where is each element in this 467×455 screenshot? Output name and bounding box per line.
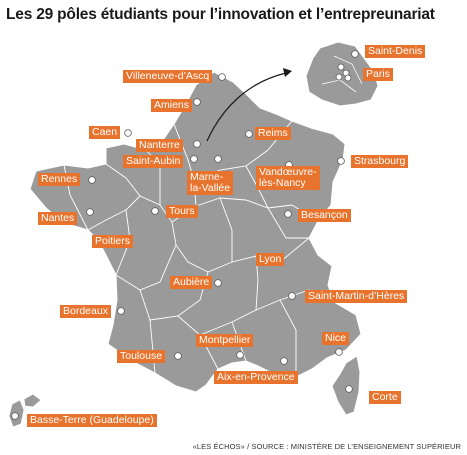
dot-saint-aubin <box>191 156 198 163</box>
dot-paris-1 <box>338 64 344 70</box>
dot-amiens <box>194 99 201 106</box>
dot-saint-martin-dheres <box>289 293 296 300</box>
dot-tours <box>152 208 159 215</box>
dot-corte <box>346 386 353 393</box>
dot-paris-3 <box>336 74 342 80</box>
label-saint-denis: Saint-Denis <box>365 45 425 58</box>
label-marne-la-vallee <box>187 171 233 195</box>
label-tours: Tours <box>166 205 198 218</box>
dot-saint-denis <box>352 51 359 58</box>
label-aubiere: Aubière <box>170 276 212 289</box>
dot-nanterre <box>194 141 201 148</box>
dot-basse-terre <box>12 413 19 420</box>
dot-nantes <box>87 209 94 216</box>
dot-toulouse <box>175 353 182 360</box>
dot-strasbourg <box>338 158 345 165</box>
dot-besancon <box>285 211 292 218</box>
label-besancon: Besançon <box>298 209 351 222</box>
label-nanterre: Nanterre <box>136 139 183 152</box>
label-nice: Nice <box>322 332 349 345</box>
map-title: Les 29 pôles étudiants pour l’innovation et l’entrepreunariat <box>6 6 435 23</box>
label-basse-terre: Basse-Terre (Guadeloupe) <box>27 414 157 427</box>
label-marne-line1: Marne- <box>190 171 224 183</box>
dot-villeneuve-dascq <box>219 74 226 81</box>
dot-paris-4 <box>345 75 351 81</box>
dot-aix-en-provence <box>281 358 288 365</box>
source-note: «LES ÉCHOS» / SOURCE : MINISTÈRE DE L’ENSEIGNEMENT SUPÉRIEUR <box>192 442 461 451</box>
label-rennes: Rennes <box>38 173 80 186</box>
label-saint-martin-dheres: Saint-Martin-d’Hères <box>305 290 407 303</box>
label-paris: Paris <box>363 68 393 81</box>
label-bordeaux: Bordeaux <box>60 305 111 318</box>
dot-aubiere <box>215 280 222 287</box>
label-aix-en-provence: Aix-en-Provence <box>214 371 298 384</box>
label-vandoeuvre-line1: Vandœuvre- <box>259 166 317 178</box>
inset-arrow-head <box>283 68 292 77</box>
label-lyon: Lyon <box>256 253 284 266</box>
label-strasbourg: Strasbourg <box>351 155 408 168</box>
dot-bordeaux <box>118 308 125 315</box>
dot-reims <box>246 131 253 138</box>
dot-nice <box>336 349 343 356</box>
label-toulouse: Toulouse <box>117 350 165 363</box>
label-saint-aubin: Saint-Aubin <box>123 155 183 168</box>
label-vandoeuvre-line2: lès-Nancy <box>259 177 306 189</box>
label-poitiers: Poitiers <box>92 235 133 248</box>
dot-caen <box>125 130 132 137</box>
label-villeneuve-dascq: Villeneuve-d’Ascq <box>123 70 212 83</box>
label-nantes: Nantes <box>38 212 77 225</box>
label-corte: Corte <box>369 391 401 404</box>
label-reims: Reims <box>255 127 291 140</box>
label-marne-line2: la-Vallée <box>190 182 231 194</box>
label-caen: Caen <box>89 126 120 139</box>
dot-montpellier <box>237 352 244 359</box>
dot-rennes <box>89 177 96 184</box>
dot-marne-la-vallee <box>215 156 222 163</box>
label-amiens: Amiens <box>151 99 192 112</box>
corsica-shape <box>332 356 360 415</box>
label-montpellier: Montpellier <box>196 334 253 347</box>
label-vandoeuvre-les-nancy <box>256 166 320 190</box>
